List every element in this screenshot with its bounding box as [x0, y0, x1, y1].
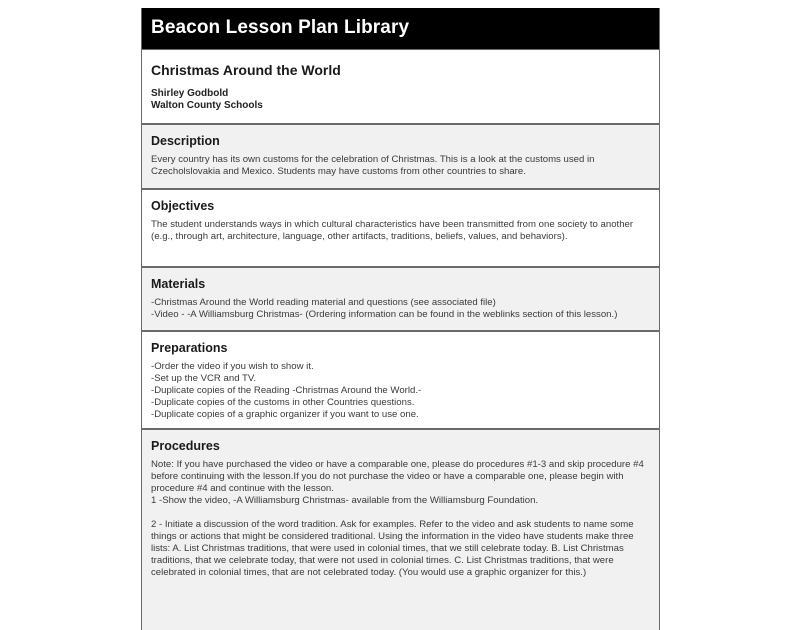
site-title: Beacon Lesson Plan Library [151, 17, 410, 38]
materials-item: -Video - -A Williamsburg Christmas- (Ordering information can be found in the weblinks section of this lesson.) [151, 309, 618, 320]
preparations-item: -Set up the VCR and TV. [151, 373, 257, 384]
paragraph-gap [151, 507, 650, 519]
section-objectives [142, 190, 659, 268]
section-heading: Objectives [151, 199, 215, 213]
materials-list [151, 297, 650, 321]
materials-item: -Christmas Around the World reading material and questions (see associated file) [151, 297, 496, 308]
lesson-school: Walton County Schools [151, 100, 263, 111]
procedures-text [151, 459, 650, 579]
procedure-step-1: 1 -Show the video, -A Williamsburg Christmas- available from the Williamsburg Foundation. [151, 495, 539, 506]
preparations-item: -Duplicate copies of a graphic organizer if you want to use one. [151, 409, 419, 420]
site-banner [142, 8, 659, 50]
section-heading: Preparations [151, 341, 228, 355]
preparations-item: -Duplicate copies of the Reading -Christmas Around the World.- [151, 385, 422, 396]
preparations-item: -Order the video if you wish to show it. [151, 361, 314, 372]
section-procedures [142, 430, 659, 630]
description-text: Every country has its own customs for the celebration of Christmas. This is a look at the customs used in Czecholslovakia and Mexico. Students may have customs from other countries to share. [151, 154, 595, 177]
procedure-step-2: 2 - Initiate a discussion of the word tradition. Ask for examples. Refer to the video and ask students to name some things or actions that might be considered traditional. Using the information in the video have students make three lists: A. List Christmas traditions, that were used in colonial times, that we still celebrate today. B. List Christmas traditions, that we celebrate today, that were not used in colonial times. C. List Christmas traditions, that were celebrated in colonial times, that are not celebrated today. (You would use a graphic organizer for this.) [151, 519, 634, 578]
objectives-text: The student understands ways in which cultural characteristics have been transmitted from one society to another (e.g., through art, architecture, language, other artifacts, traditions, beliefs, values, and behaviors). [151, 219, 634, 242]
section-materials [142, 268, 659, 332]
lesson-header [142, 50, 659, 125]
lesson-author: Shirley Godbold [151, 88, 229, 99]
section-heading: Procedures [151, 439, 220, 453]
section-description [142, 125, 659, 190]
section-heading: Materials [151, 277, 206, 291]
procedures-note: Note: If you have purchased the video or have a comparable one, please do procedures #1-3 and skip procedure #4 before continuing with the lesson.If you do not purchase the video or have a comparable one, please begin with procedure #4 and continue with the lesson. [151, 459, 644, 494]
section-heading: Description [151, 134, 220, 148]
lesson-page [141, 8, 660, 630]
preparations-list [151, 361, 650, 421]
preparations-item: -Duplicate copies of the customs in other Countries questions. [151, 397, 415, 408]
lesson-title: Christmas Around the World [151, 62, 341, 78]
section-preparations [142, 332, 659, 430]
